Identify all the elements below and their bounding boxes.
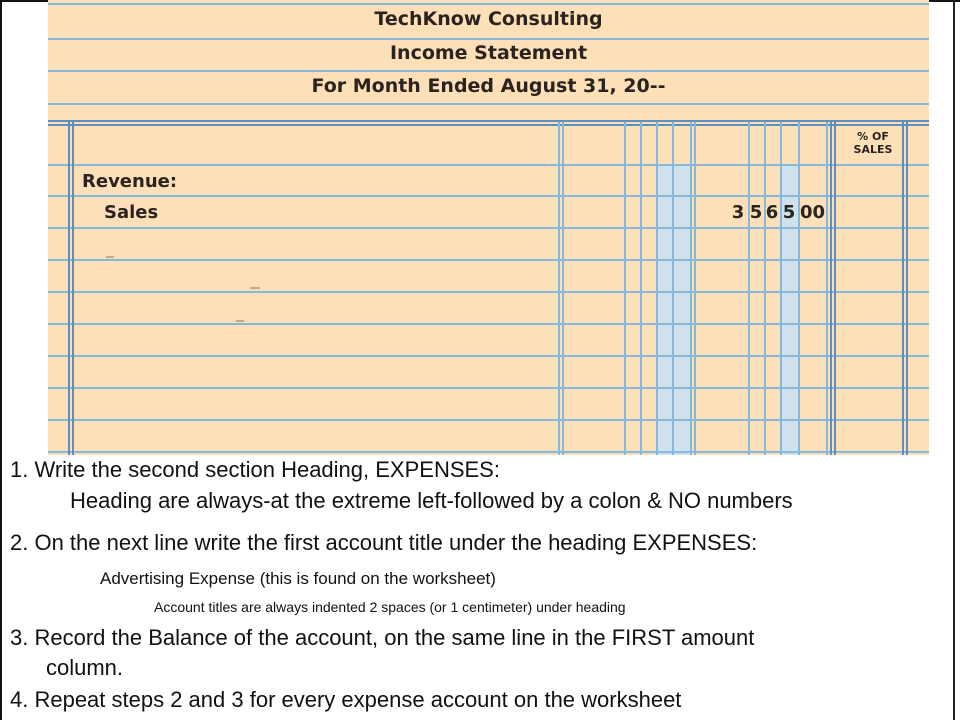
ledger-rule <box>48 387 929 389</box>
sales-amount-digit: 5 <box>749 202 763 223</box>
heading-rule <box>48 70 929 72</box>
column-rule <box>68 122 70 455</box>
column-rule <box>834 122 836 455</box>
percent-of-sales-header <box>833 130 913 156</box>
heading-rule <box>48 3 929 5</box>
column-rule <box>694 122 696 455</box>
instruction-step-3-continued: column. <box>46 655 124 680</box>
instruction-step-2-example: Advertising Expense (this is found on the worksheet) <box>100 569 496 588</box>
column-rule <box>830 122 832 455</box>
instruction-step-2-note: Account titles are always indented 2 spaces (or 1 centimeter) under heading <box>154 599 626 615</box>
company-name: TechKnow Consulting <box>374 8 603 30</box>
revenue-heading: Revenue: <box>82 171 178 192</box>
income-statement-form <box>48 0 929 455</box>
column-rule <box>562 122 564 455</box>
ledger-rule <box>48 419 929 421</box>
eraser-mark <box>236 320 244 322</box>
ledger-rule <box>48 164 929 166</box>
column-rule <box>656 122 658 455</box>
sales-amount-cents: 00 <box>800 202 826 223</box>
column-rule <box>826 122 828 455</box>
ledger-rule <box>48 451 929 453</box>
percent-header-line: % OF <box>857 130 889 143</box>
ledger-rule <box>48 259 929 261</box>
column-rule <box>690 122 692 455</box>
report-period: For Month Ended August 31, 20-- <box>311 75 666 97</box>
ledger-rule <box>48 323 929 325</box>
column-rule <box>672 122 674 455</box>
column-rule <box>780 122 782 455</box>
instruction-step-1-note: Heading are always-at the extreme left-followed by a colon & NO numbers <box>70 488 793 513</box>
column-rule <box>640 122 642 455</box>
sales-amount-digit: 5 <box>782 202 796 223</box>
column-rule <box>798 122 800 455</box>
percent-header-line: SALES <box>853 143 893 156</box>
report-title: Income Statement <box>389 42 588 64</box>
ledger-rule <box>48 355 929 357</box>
column-rule <box>902 122 904 455</box>
instruction-step-2: 2. On the next line write the first account title under the heading EXPENSES: <box>10 530 758 555</box>
sales-amount-digit: 3 <box>731 202 745 223</box>
heading-rule <box>48 103 929 105</box>
slide-border-left <box>0 0 2 720</box>
column-rule <box>558 122 560 455</box>
column-rule <box>748 122 750 455</box>
sales-label: Sales <box>104 202 159 223</box>
column-rule <box>906 122 908 455</box>
heading-rule <box>48 124 929 126</box>
instruction-step-4: 4. Repeat steps 2 and 3 for every expense account on the worksheet <box>10 687 682 712</box>
eraser-mark <box>250 287 260 289</box>
slide-border-right <box>953 0 955 720</box>
ledger-rule <box>48 291 929 293</box>
column-rule <box>764 122 766 455</box>
sales-amount-digit: 6 <box>765 202 779 223</box>
column-rule <box>72 122 74 455</box>
instruction-step-1: 1. Write the second section Heading, EXPENSES: <box>10 457 500 482</box>
eraser-mark <box>106 256 114 258</box>
ledger-rule <box>48 227 929 229</box>
heading-rule <box>48 38 929 40</box>
instruction-step-3: 3. Record the Balance of the account, on the same line in the FIRST amount <box>10 625 755 650</box>
ledger-rule <box>48 195 929 197</box>
column-rule <box>624 122 626 455</box>
heading-rule <box>48 120 929 122</box>
